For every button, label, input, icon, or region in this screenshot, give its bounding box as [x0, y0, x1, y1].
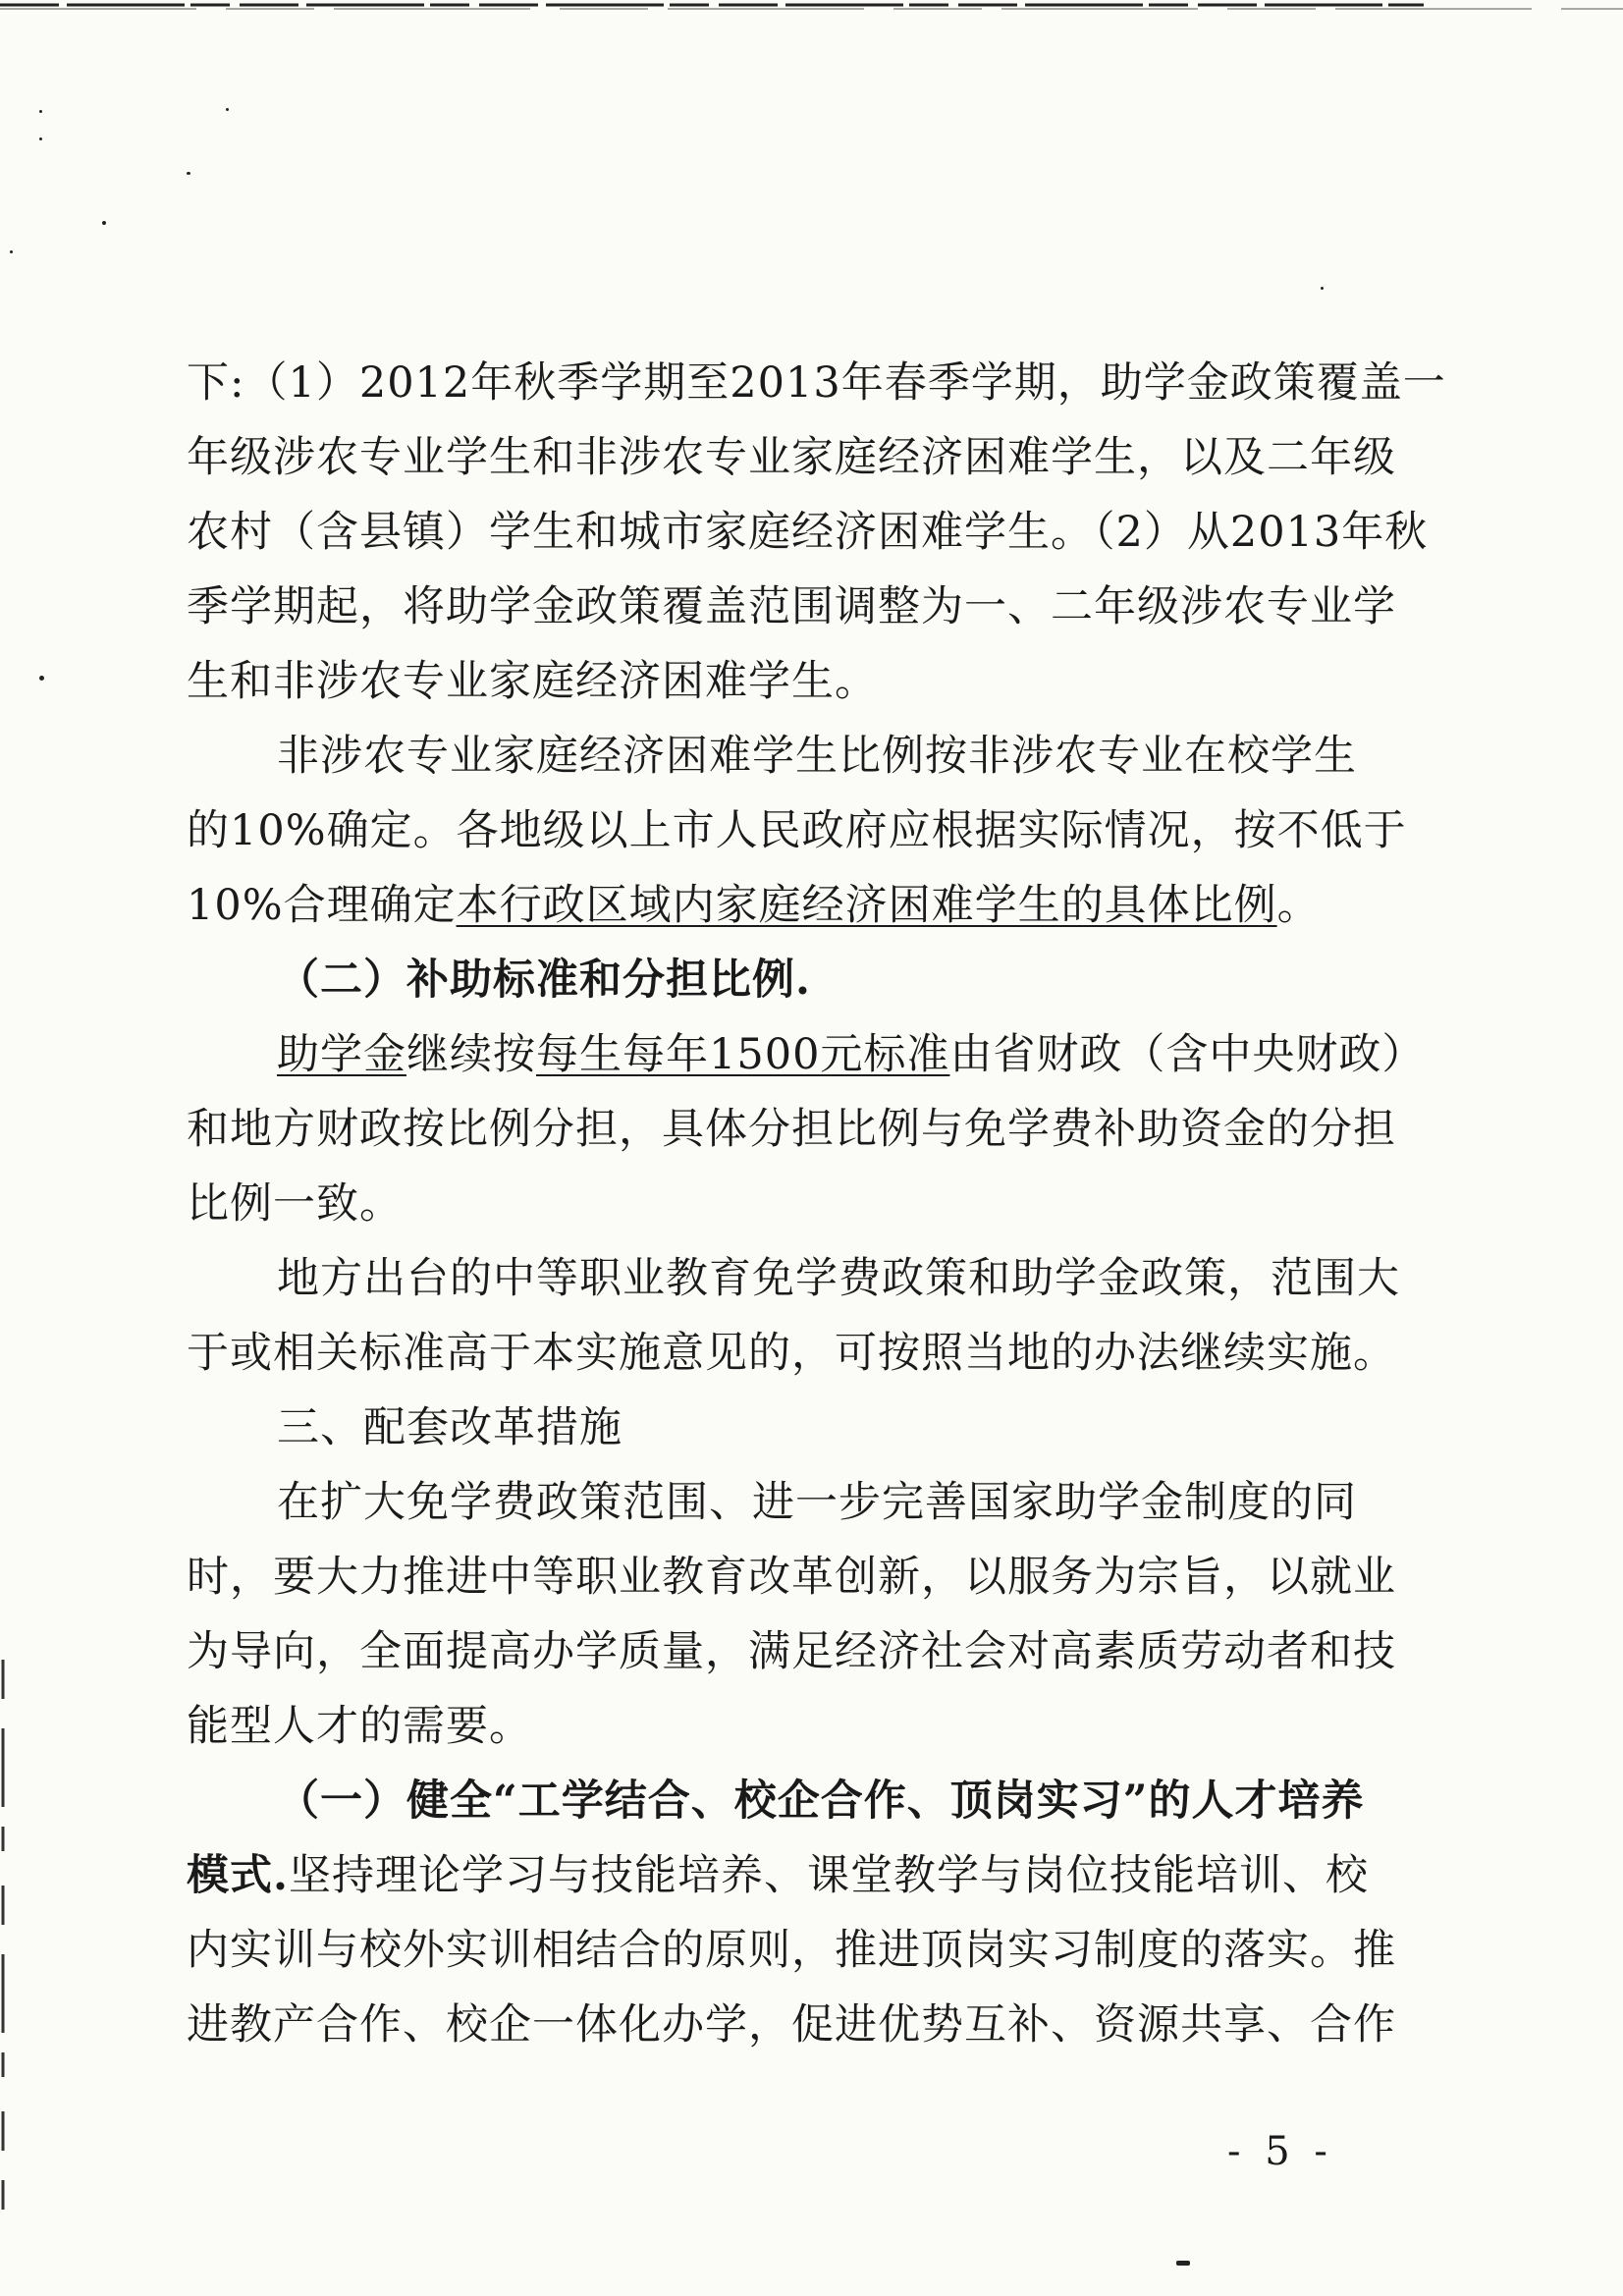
- text-line: [187, 1838, 1424, 1913]
- text-line: 进教产合作、校企一体化办学，促进优势互补、资源共享、合作: [187, 2000, 1396, 2050]
- text-segment: 坚持理论学习与技能培养、课堂教学与岗位技能培训、校: [288, 1851, 1369, 1900]
- section-heading: 三、配套改革措施: [277, 1403, 622, 1452]
- section-heading: （一）健全“工学结合、校企合作、顶岗实习”的人才培养: [277, 1777, 1365, 1826]
- scan-speck: [187, 172, 190, 175]
- scan-speck: [39, 676, 44, 681]
- text-line: 生和非涉农专业家庭经济困难学生。: [187, 657, 878, 706]
- page-number: - 5 -: [1227, 2129, 1333, 2174]
- text-line: 农村（含县镇）学生和城市家庭经济困难学生。（2）从2013年秋: [187, 508, 1429, 557]
- underlined-text: 助学金: [277, 1030, 406, 1079]
- scan-speck: [39, 110, 42, 113]
- text-line: 地方出台的中等职业教育免学费政策和助学金政策，范围大: [277, 1254, 1400, 1303]
- text-segment: 继续按: [406, 1030, 536, 1079]
- scan-speck: [102, 221, 106, 225]
- text-line: 年级涉农专业学生和非涉农专业家庭经济困难学生，以及二年级: [187, 433, 1396, 482]
- scan-speck: [226, 108, 229, 111]
- bold-text: 模式.: [187, 1851, 289, 1900]
- section-heading: （二）补助标准和分担比例.: [277, 956, 811, 1005]
- text-line: 下:（1）2012年秋季学期至2013年春季学期，助学金政策覆盖一: [187, 358, 1446, 408]
- text-segment: 10%合理确定: [187, 881, 457, 930]
- scan-speck: [1321, 287, 1324, 290]
- text-line: 时，要大力推进中等职业教育改革创新，以服务为宗旨，以就业: [187, 1553, 1396, 1602]
- underlined-text: 本行政区域内家庭经济困难学生的具体比例: [456, 881, 1277, 930]
- underlined-text: 每生每年1500元标准: [536, 1030, 950, 1079]
- text-segment: 由省财政（含中央财政）: [949, 1030, 1426, 1079]
- scan-edge-artifact: [0, 0, 1623, 14]
- text-line: [187, 868, 1424, 943]
- scan-speck: [1176, 2261, 1190, 2266]
- text-line: 为导向，全面提高办学质量，满足经济社会对高素质劳动者和技: [187, 1627, 1396, 1676]
- text-segment: 。: [1276, 881, 1321, 930]
- text-line: 季学期起，将助学金政策覆盖范围调整为一、二年级涉农专业学: [187, 582, 1396, 631]
- scan-speck: [39, 137, 42, 140]
- text-line: 和地方财政按比例分担，具体分担比例与免学费补助资金的分担: [187, 1105, 1396, 1154]
- scan-edge-marks: [0, 1660, 8, 2210]
- text-line: 的10%确定。各地级以上市人民政府应根据实际情况，按不低于: [187, 806, 1407, 855]
- text-line: 能型人才的需要。: [187, 1702, 532, 1751]
- text-line: 非涉农专业家庭经济困难学生比例按非涉农专业在校学生: [277, 732, 1357, 781]
- text-line: 在扩大免学费政策范围、进一步完善国家助学金制度的同: [277, 1478, 1357, 1527]
- text-line: 于或相关标准高于本实施意见的，可按照当地的办法继续实施。: [187, 1329, 1396, 1378]
- scan-speck: [10, 250, 13, 253]
- text-line: 比例一致。: [187, 1179, 403, 1229]
- document-body: [187, 346, 1446, 2062]
- text-line: [187, 1017, 1424, 1092]
- text-line: 内实训与校外实训相结合的原则，推进顶岗实习制度的落实。推: [187, 1926, 1396, 1975]
